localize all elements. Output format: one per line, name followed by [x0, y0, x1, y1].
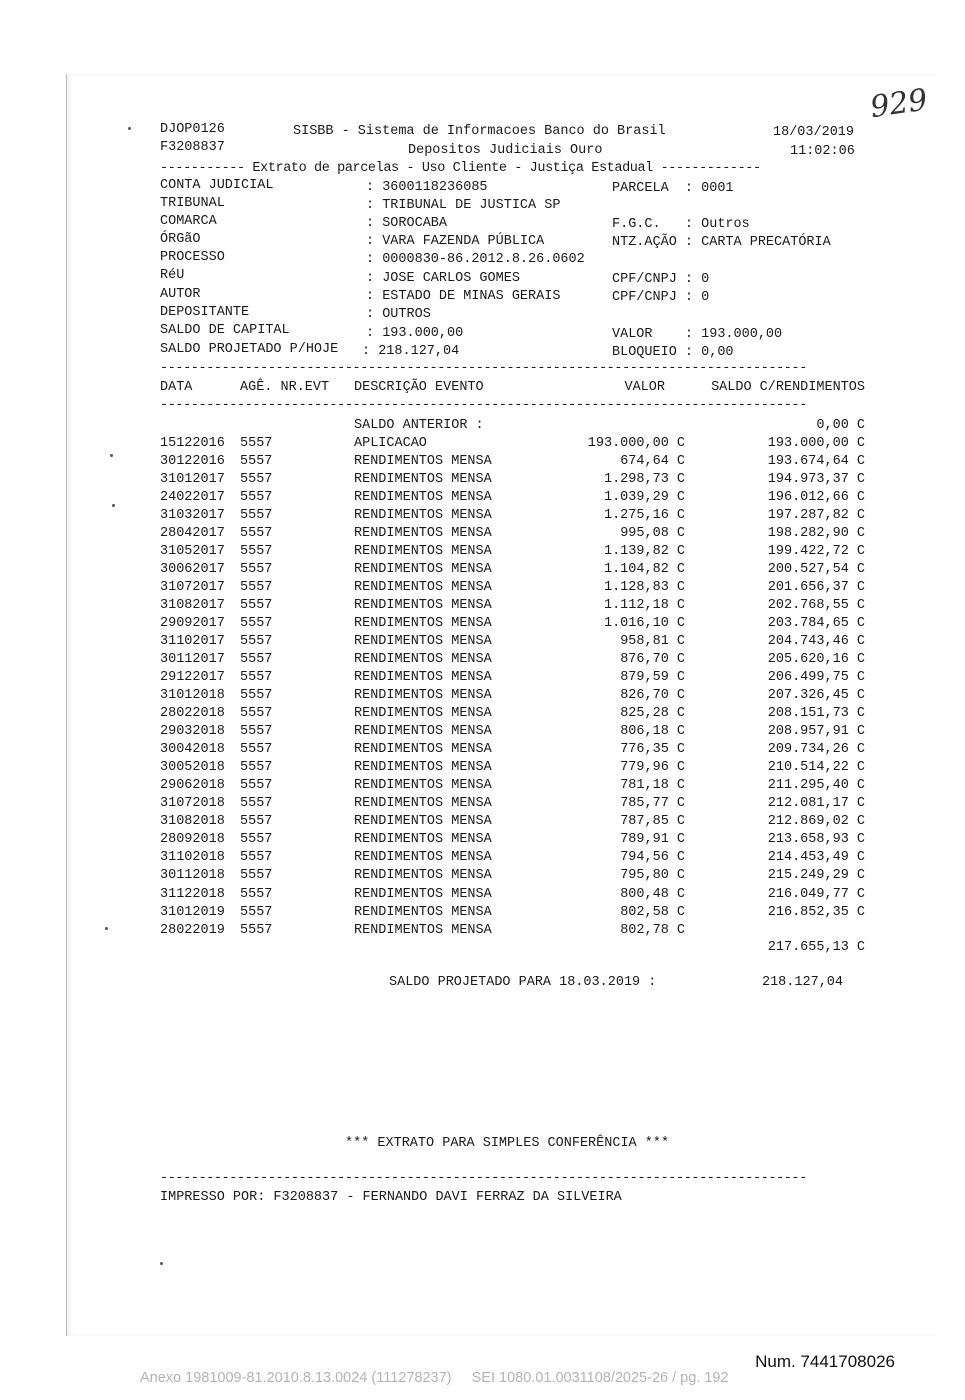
- table-row: [160, 759, 865, 777]
- row-description: APLICACAO: [354, 436, 427, 451]
- reu-value: : JOSE CARLOS GOMES: [366, 271, 520, 286]
- row-description: RENDIMENTOS MENSA: [354, 724, 492, 740]
- row-description: RENDIMENTOS MENSA: [354, 904, 492, 920]
- row-agency: 5557: [240, 580, 273, 596]
- row-description: RENDIMENTOS MENSA: [354, 490, 492, 506]
- saldo-anterior-row: [160, 417, 865, 435]
- table-row: [160, 886, 865, 904]
- row-date: 31102018: [160, 850, 225, 866]
- row-description: RENDIMENTOS MENSA: [354, 922, 492, 938]
- depositante-value: : OUTROS: [366, 307, 431, 322]
- row-saldo: 212.081,17 C: [767, 796, 865, 812]
- table-row: [160, 777, 865, 795]
- document-number: Num. 7441708026: [755, 1352, 895, 1371]
- row-valor: 776,35 C: [620, 742, 685, 758]
- row-date: 31072018: [160, 796, 225, 812]
- autor-cpf: CPF/CNPJ : 0: [612, 290, 710, 305]
- table-row: [160, 525, 865, 543]
- row-agency: 5557: [240, 832, 273, 848]
- row-saldo: 212.869,02 C: [767, 814, 865, 830]
- row-saldo: 197.287,82 C: [767, 508, 865, 524]
- row-saldo: 209.734,26 C: [767, 742, 865, 758]
- row-agency: 5557: [240, 796, 273, 812]
- row-date: 28092018: [160, 832, 225, 848]
- row-valor: 794,56 C: [620, 850, 685, 866]
- row-agency: 5557: [240, 544, 273, 560]
- row-valor: 825,28 C: [620, 706, 685, 722]
- row-date: 31052017: [160, 544, 225, 560]
- conference-notice: *** EXTRATO PARA SIMPLES CONFERÊNCIA ***: [345, 1136, 670, 1151]
- table-row: [160, 813, 865, 831]
- row-valor: 193.000,00 C: [587, 436, 685, 451]
- row-description: RENDIMENTOS MENSA: [354, 544, 492, 560]
- row-saldo: 206.499,75 C: [767, 670, 865, 686]
- row-date: 15122016: [160, 436, 225, 451]
- depositante-label: DEPOSITANTE: [160, 305, 250, 320]
- row-saldo: 207.326,45 C: [767, 688, 865, 704]
- row-valor: 789,91 C: [620, 832, 685, 848]
- row-agency: 5557: [240, 904, 273, 920]
- saldo-projetado-value: : 218.127,04: [362, 344, 460, 359]
- row-date: 30122016: [160, 454, 225, 470]
- comarca-value: : SOROCABA: [366, 216, 448, 231]
- row-saldo: 214.453,49 C: [767, 850, 865, 866]
- row-valor: 958,81 C: [620, 634, 685, 650]
- row-agency: 5557: [240, 598, 273, 614]
- row-saldo: 208.957,91 C: [767, 724, 865, 740]
- row-agency: 5557: [240, 562, 273, 578]
- row-agency: 5557: [240, 490, 273, 506]
- row-description: RENDIMENTOS MENSA: [354, 454, 492, 470]
- row-saldo: 194.973,37 C: [767, 472, 865, 488]
- row-date: 29032018: [160, 724, 225, 740]
- row-description: RENDIMENTOS MENSA: [354, 670, 492, 686]
- row-description: RENDIMENTOS MENSA: [354, 598, 492, 614]
- row-saldo: 193.000,00 C: [767, 436, 865, 451]
- row-description: RENDIMENTOS MENSA: [354, 706, 492, 722]
- final-saldo: 217.655,13 C: [767, 940, 865, 955]
- row-agency: 5557: [240, 616, 273, 632]
- row-description: RENDIMENTOS MENSA: [354, 472, 492, 488]
- reu-cpf: CPF/CNPJ : 0: [612, 272, 710, 287]
- row-saldo: 216.049,77 C: [767, 886, 865, 902]
- table-row: [160, 741, 865, 759]
- row-description: RENDIMENTOS MENSA: [354, 778, 492, 794]
- row-description: RENDIMENTOS MENSA: [354, 634, 492, 650]
- col-data: DATA: [160, 380, 193, 395]
- row-date: 29062018: [160, 778, 225, 794]
- row-valor: 876,70 C: [620, 652, 685, 668]
- row-valor: 781,18 C: [620, 778, 685, 794]
- table-row: [160, 867, 865, 885]
- orgao-value: : VARA FAZENDA PÚBLICA: [366, 234, 545, 249]
- row-valor: 674,64 C: [620, 454, 685, 470]
- scan-speck: [128, 127, 131, 130]
- row-agency: 5557: [240, 508, 273, 524]
- row-description: RENDIMENTOS MENSA: [354, 688, 492, 704]
- scan-speck: [105, 927, 108, 930]
- row-valor: 779,96 C: [620, 760, 685, 776]
- table-row: [160, 705, 865, 723]
- row-valor: 1.039,29 C: [603, 490, 685, 506]
- row-description: RENDIMENTOS MENSA: [354, 562, 492, 578]
- row-date: 28022018: [160, 706, 225, 722]
- row-saldo: 199.422,72 C: [767, 544, 865, 560]
- row-saldo: 201.656,37 C: [767, 580, 865, 596]
- ntz-acao: NTZ.AÇÃO : CARTA PRECATÓRIA: [612, 235, 831, 250]
- row-saldo: 213.658,93 C: [767, 832, 865, 848]
- table-row: [160, 543, 865, 561]
- row-date: 31012019: [160, 904, 225, 920]
- row-description: RENDIMENTOS MENSA: [354, 760, 492, 776]
- row-saldo: 204.743,46 C: [767, 634, 865, 650]
- row-description: RENDIMENTOS MENSA: [354, 868, 492, 884]
- row-valor: 800,48 C: [620, 886, 685, 902]
- row-description: RENDIMENTOS MENSA: [354, 796, 492, 812]
- saldo-capital-label: SALDO DE CAPITAL: [160, 323, 290, 338]
- program-code: DJOP0126: [160, 122, 225, 137]
- conta-judicial-label: CONTA JUDICIAL: [160, 178, 274, 193]
- autor-value: : ESTADO DE MINAS GERAIS: [366, 289, 561, 304]
- saldo-projetado-final-value: 218.127,04: [761, 975, 843, 990]
- row-date: 28022019: [160, 922, 225, 938]
- table-row: [160, 633, 865, 651]
- row-date: 31032017: [160, 508, 225, 524]
- row-saldo: 216.852,35 C: [767, 904, 865, 920]
- row-saldo: 203.784,65 C: [767, 616, 865, 632]
- row-saldo: 202.768,55 C: [767, 598, 865, 614]
- row-valor: 1.128,83 C: [603, 580, 685, 596]
- row-valor: 995,08 C: [620, 526, 685, 542]
- table-row: [160, 831, 865, 849]
- row-description: RENDIMENTOS MENSA: [354, 742, 492, 758]
- row-agency: 5557: [240, 454, 273, 470]
- row-agency: 5557: [240, 652, 273, 668]
- row-valor: 1.112,18 C: [603, 598, 685, 614]
- row-agency: 5557: [240, 436, 273, 451]
- col-age-nr: AGÊ. NR.EVT: [240, 380, 330, 395]
- row-valor: 1.016,10 C: [603, 616, 685, 632]
- saldo-capital-value: : 193.000,00: [366, 326, 464, 341]
- row-date: 28042017: [160, 526, 225, 542]
- row-valor: 795,80 C: [620, 868, 685, 884]
- row-valor: 1.298,73 C: [603, 472, 685, 488]
- row-description: RENDIMENTOS MENSA: [354, 814, 492, 830]
- row-saldo: 208.151,73 C: [767, 706, 865, 722]
- row-agency: 5557: [240, 742, 273, 758]
- row-saldo: 198.282,90 C: [767, 526, 865, 542]
- row-description: RENDIMENTOS MENSA: [354, 580, 492, 596]
- orgao-label: ÓRGãO: [160, 232, 201, 247]
- row-agency: 5557: [240, 634, 273, 650]
- row-date: 30112018: [160, 868, 225, 884]
- row-saldo: 200.527,54 C: [767, 562, 865, 578]
- row-date: 30062017: [160, 562, 225, 578]
- scan-speck: [110, 454, 113, 457]
- table-row: [160, 651, 865, 669]
- table-row: [160, 615, 865, 633]
- extract-title-line: ----------- Extrato de parcelas - Uso Cliente - Justiça Estadual -------------: [160, 161, 761, 176]
- row-saldo: 211.295,40 C: [767, 778, 865, 794]
- tribunal-label: TRIBUNAL: [160, 196, 225, 211]
- row-description: RENDIMENTOS MENSA: [354, 526, 492, 542]
- separator-bottom: ------------------------------------------------------------------------------------: [160, 1171, 807, 1186]
- header-time: 11:02:06: [790, 144, 855, 159]
- row-saldo: 210.514,22 C: [767, 760, 865, 776]
- row-date: 31072017: [160, 580, 225, 596]
- row-date: 30112017: [160, 652, 225, 668]
- row-agency: 5557: [240, 706, 273, 722]
- row-valor: 826,70 C: [620, 688, 685, 704]
- row-date: 29092017: [160, 616, 225, 632]
- handwritten-page-number: 929: [868, 82, 930, 126]
- row-saldo: 193.674,64 C: [767, 454, 865, 470]
- row-valor: 1.104,82 C: [603, 562, 685, 578]
- row-date: 31082018: [160, 814, 225, 830]
- table-row: [160, 849, 865, 867]
- autor-label: AUTOR: [160, 287, 201, 302]
- row-agency: 5557: [240, 778, 273, 794]
- row-valor: 1.139,82 C: [603, 544, 685, 560]
- separator-top: ------------------------------------------------------------------------------------: [160, 361, 807, 376]
- row-date: 31012018: [160, 688, 225, 704]
- row-valor: 879,59 C: [620, 670, 685, 686]
- row-agency: 5557: [240, 670, 273, 686]
- row-saldo: 196.012,66 C: [767, 490, 865, 506]
- col-descricao: DESCRIÇÃO EVENTO: [354, 380, 484, 395]
- bloqueio: BLOQUEIO : 0,00: [612, 345, 734, 360]
- row-saldo: 205.620,16 C: [767, 652, 865, 668]
- table-row: [160, 669, 865, 687]
- table-header: [160, 379, 865, 397]
- row-date: 31012017: [160, 472, 225, 488]
- fgc: F.G.C. : Outros: [612, 217, 750, 232]
- row-agency: 5557: [240, 814, 273, 830]
- subsystem-title: Depositos Judiciais Ouro: [408, 143, 603, 158]
- table-row: [160, 453, 865, 471]
- row-valor: 787,85 C: [620, 814, 685, 830]
- row-valor: 1.275,16 C: [603, 508, 685, 524]
- row-date: 31102017: [160, 634, 225, 650]
- row-date: 24022017: [160, 490, 225, 506]
- table-row: [160, 687, 865, 705]
- row-agency: 5557: [240, 922, 273, 938]
- annex-reference: Anexo 1981009-81.2010.8.13.0024 (111278237) SEI 1080.01.0031108/2025-26 / pg. 192: [140, 1370, 729, 1386]
- impresso-por: IMPRESSO POR: F3208837 - FERNANDO DAVI FERRAZ DA SILVEIRA: [160, 1190, 622, 1205]
- system-title: SISBB - Sistema de Informacoes Banco do Brasil: [293, 124, 666, 139]
- table-row: [160, 579, 865, 597]
- row-date: 30052018: [160, 760, 225, 776]
- row-agency: 5557: [240, 760, 273, 776]
- row-date: 29122017: [160, 670, 225, 686]
- comarca-label: COMARCA: [160, 214, 217, 229]
- processo-label: PROCESSO: [160, 250, 225, 265]
- table-row: [160, 471, 865, 489]
- table-row: [160, 795, 865, 813]
- header-date: 18/03/2019: [773, 125, 855, 140]
- reu-label: RéU: [160, 268, 185, 283]
- table-row: [160, 435, 865, 453]
- row-agency: 5557: [240, 868, 273, 884]
- separator-header: ------------------------------------------------------------------------------------: [160, 398, 807, 413]
- table-row: [160, 507, 865, 525]
- row-description: RENDIMENTOS MENSA: [354, 652, 492, 668]
- row-description: RENDIMENTOS MENSA: [354, 832, 492, 848]
- row-date: 30042018: [160, 742, 225, 758]
- row-agency: 5557: [240, 688, 273, 704]
- saldo-anterior-label: SALDO ANTERIOR :: [354, 418, 484, 433]
- saldo-projetado-label: SALDO PROJETADO P/HOJE: [160, 342, 339, 357]
- row-valor: 802,78 C: [620, 922, 685, 938]
- saldo-anterior-value: 0,00 C: [816, 418, 865, 433]
- row-saldo: 215.249,29 C: [767, 868, 865, 884]
- saldo-projetado-final-row: [160, 974, 865, 992]
- saldo-projetado-final-label: SALDO PROJETADO PARA 18.03.2019 :: [389, 975, 657, 990]
- conta-judicial-value: : 3600118236085: [366, 180, 488, 195]
- row-valor: 806,18 C: [620, 724, 685, 740]
- row-agency: 5557: [240, 724, 273, 740]
- row-agency: 5557: [240, 472, 273, 488]
- row-valor: 785,77 C: [620, 796, 685, 812]
- table-row: [160, 922, 865, 940]
- processo-value: : 0000830-86.2012.8.26.0602: [366, 252, 585, 267]
- valor-field: VALOR : 193.000,00: [612, 327, 783, 342]
- table-row: [160, 904, 865, 922]
- scan-speck: [112, 504, 115, 507]
- row-agency: 5557: [240, 526, 273, 542]
- user-code: F3208837: [160, 140, 225, 155]
- col-valor: VALOR: [624, 380, 665, 395]
- row-date: 31082017: [160, 598, 225, 614]
- row-date: 31122018: [160, 886, 225, 902]
- table-row: [160, 723, 865, 741]
- col-saldo: SALDO C/RENDIMENTOS: [711, 380, 865, 395]
- row-agency: 5557: [240, 886, 273, 902]
- tribunal-value: : TRIBUNAL DE JUSTICA SP: [366, 198, 561, 213]
- parcela: PARCELA : 0001: [612, 181, 734, 196]
- row-description: RENDIMENTOS MENSA: [354, 616, 492, 632]
- table-row: [160, 597, 865, 615]
- row-valor: 802,58 C: [620, 904, 685, 920]
- row-description: RENDIMENTOS MENSA: [354, 850, 492, 866]
- row-description: RENDIMENTOS MENSA: [354, 886, 492, 902]
- scan-speck: [160, 1262, 163, 1265]
- row-description: RENDIMENTOS MENSA: [354, 508, 492, 524]
- table-row: [160, 561, 865, 579]
- table-row: [160, 489, 865, 507]
- final-saldo-row: [160, 939, 865, 957]
- row-agency: 5557: [240, 850, 273, 866]
